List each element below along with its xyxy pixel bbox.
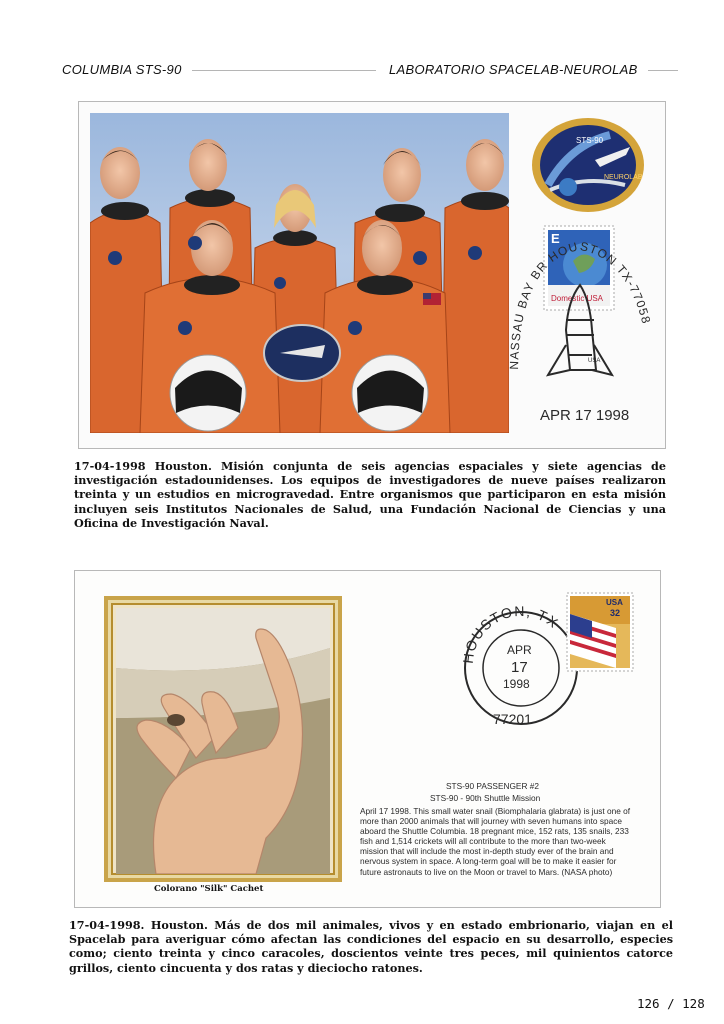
hand-snail-photo [116, 608, 330, 874]
crew-photo [90, 113, 509, 433]
caption-cover-1: 17-04-1998 Houston. Misión conjunta de seis agencias espaciales y siete agencias de investigación estadounidenses. Los equipos de investigadores de nueve países realizaron treinta y un estudios en microgravedad. Entre organismos que participaron en esta misión incluyen seis Institutos Nacionales de Salud, una Fundación Nacional de Ciencias y una Oficina de Investigación Naval. [74, 459, 666, 530]
hand-illustration [116, 608, 330, 874]
patch-neurolab-label: NEUROLAB [604, 174, 643, 181]
flag-stamp [566, 592, 634, 672]
svg-text:NASSAU BAY BR HOUSTON TX-7705 [507, 239, 654, 370]
shuttle-usa-mark: USA [588, 358, 601, 364]
header-left-title: COLUMBIA STS-90 [62, 62, 182, 77]
postmark-year: 1998 [503, 677, 530, 691]
mission-patch [530, 115, 647, 214]
shuttle-cancel-icon [500, 220, 660, 435]
cancellation-shuttle [500, 220, 660, 435]
passenger-title: STS-90 PASSENGER #2 [446, 781, 539, 791]
passenger-body: April 17 1998. This small water snail (Biomphalaria glabrata) is just one of more than 2000 animals that will journey with seven humans into space aboard the Shuttle Columbia. 18 pregnant mice, 152 rats, 135 snails, 233 fish and 1,514 crickets will all contribute to the more than two-week mission that will include the most in-depth study ever of the brain and nervous system in space. A long-term goal will be to make it easier for future astronauts to live on the Moon or travel to Mars. (NASA photo) [360, 806, 631, 877]
flag-stamp-icon [566, 592, 634, 672]
header-right-title: LABORATORIO SPACELAB-NEUROLAB [389, 62, 638, 77]
postmark-zip: 77201 [493, 711, 532, 727]
postmark-city: HOUSTON, TX [459, 602, 563, 665]
cachet-label: Colorano "Silk" Cachet [154, 884, 264, 894]
header-rule-left [192, 70, 376, 71]
mission-patch-icon [530, 115, 647, 214]
crew-illustration [90, 113, 509, 433]
cancel-date: APR 17 1998 [540, 407, 630, 424]
postmark-day: 17 [511, 659, 528, 676]
passenger-subtitle: STS-90 - 90th Shuttle Mission [430, 793, 541, 803]
page-number: 126 / 128 [637, 996, 705, 1011]
stamp2-value: 32 [610, 608, 621, 618]
stamp-letter: E [551, 231, 560, 246]
postmark-month: APR [507, 643, 532, 657]
caption-cover-2: 17-04-1998. Houston. Más de dos mil animales, vivos y en estado embrionario, viajan en el Spacelab para averiguar cómo afectan las condiciones del espacio en su desarrollo, especies como; ciento treinta y cinco caracoles, doscientos veinte tres peces, mil quinientos catorce grillos, ciento cincuenta y dos ratas y dieciocho ratones. [69, 918, 673, 975]
stamp-domestic: Domestic USA [551, 294, 604, 303]
header-rule-right [648, 70, 678, 71]
stamp2-country: USA [606, 598, 623, 607]
cancel-arc-text: NASSAU BAY BR HOUSTON TX-77058 [506, 239, 654, 370]
patch-mission-label: STS-90 [576, 136, 604, 145]
